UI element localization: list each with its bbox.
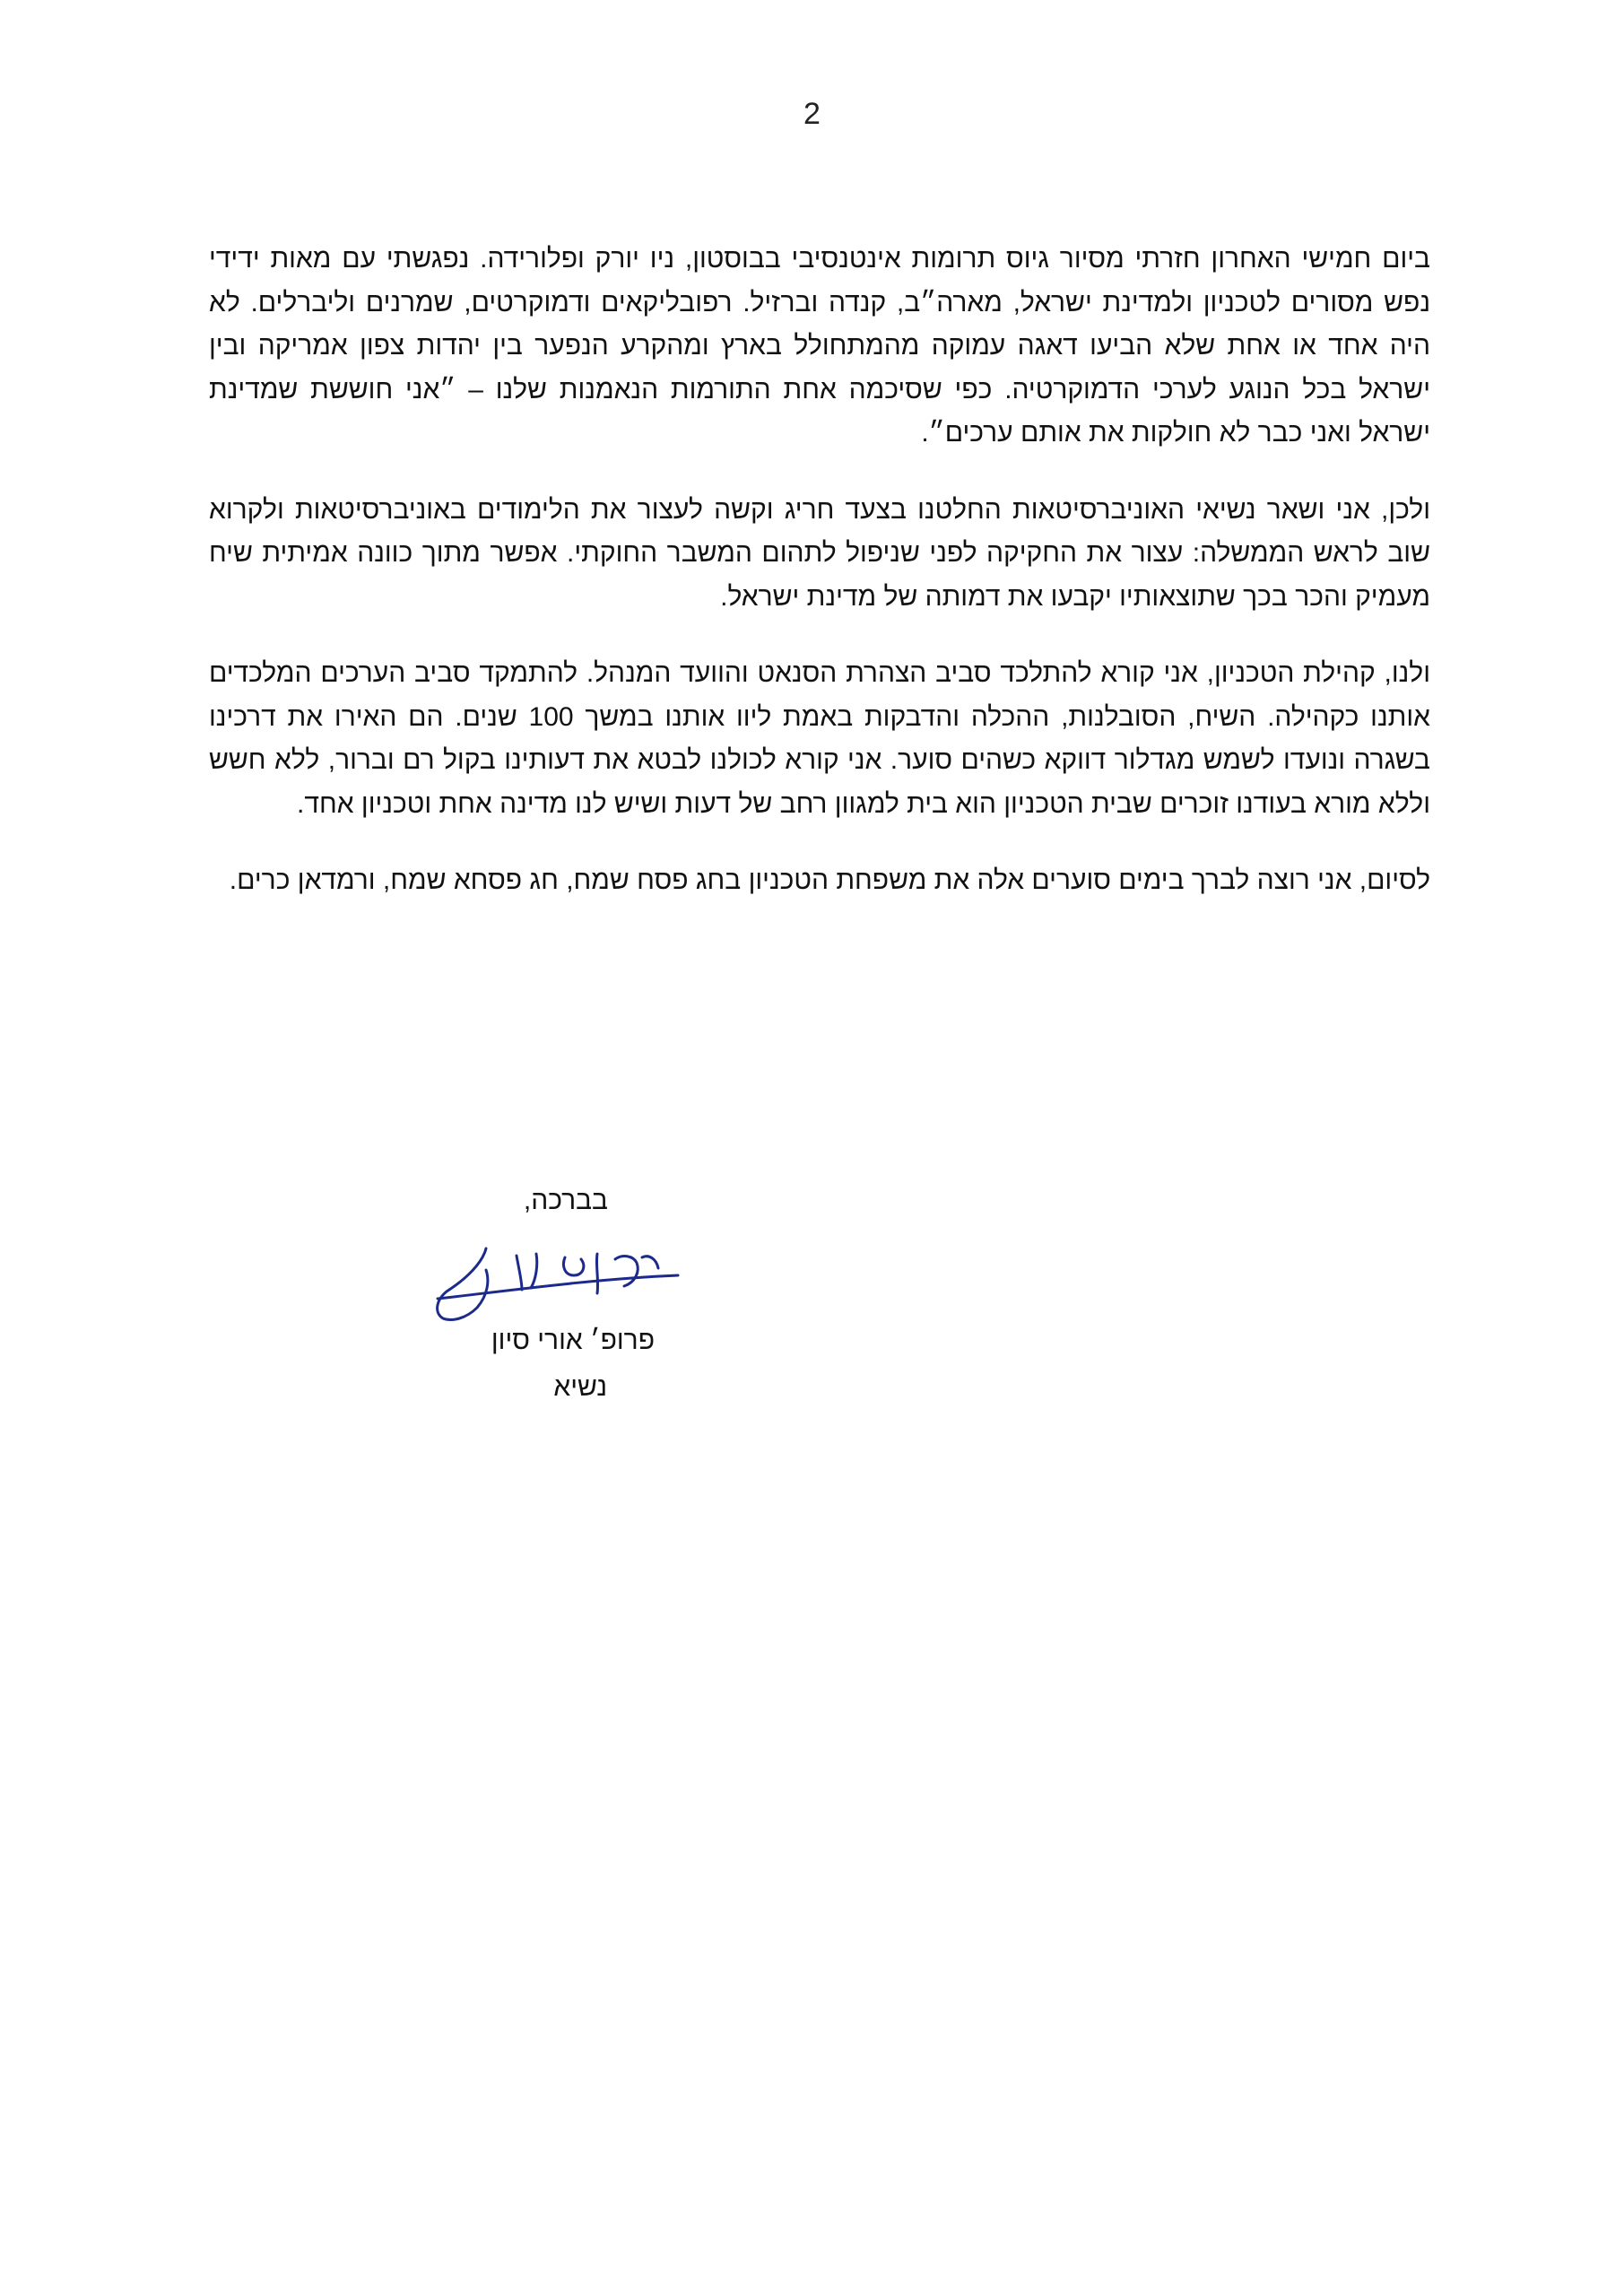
closing-salutation: בברכה, bbox=[523, 1186, 608, 1215]
signature-block bbox=[395, 1175, 664, 1444]
handwritten-signature bbox=[430, 1236, 682, 1326]
signer-name: פרופ׳ אורי סיון bbox=[491, 1326, 655, 1355]
signer-title: נשיא bbox=[553, 1372, 607, 1402]
page-number: 2 bbox=[803, 97, 821, 131]
paragraph-2: ולכן, אני ושאר נשיאי האוניברסיטאות החלטנו בצעד חריג וקשה לעצור את הלימודים באוניברסיטאות ולקרוא שוב לראש הממשלה: עצור את החקיקה לפני שניפול לתהום המשבר החוקתי. אפשר מתוך כוונה אמיתית שיח מעמיק והכר בכך שתוצאותיו יקבעו את דמותה של מדינת ישראל. bbox=[209, 494, 1430, 612]
paragraph-3: ולנו, קהילת הטכניון, אני קורא להתלכד סביב הצהרת הסנאט והוועד המנהל. להתמקד סביב הערכים המלכדים אותנו כקהילה. השיח, הסובלנות, ההכלה והדבקות באמת ליוו אותנו במשך 100 שנים. הם האירו את דרכינו בשגרה ונועדו לשמש מגדלור דווקא כשהים סוער. אני קורא לכולנו לבטא את דעותינו בקול רם וברור, ללא חשש וללא מורא בעודנו זוכרים שבית הטכניון הוא בית למגוון רחב של דעות ושיש לנו מדינה אחת וטכניון אחד. bbox=[209, 658, 1431, 819]
paragraph-1: ביום חמישי האחרון חזרתי מסיור גיוס תרומות אינטנסיבי בבוסטון, ניו יורק ופלורידה. נפגשתי עם מאות ידידי נפש מסורים לטכניון ולמדינת ישראל, מארה״ב, קנדה וברזיל. רפובליקאים ודמוקרטים, שמרנים וליברלים. לא היה אחד או אחת שלא הביעו דאגה עמוקה מהמתחולל בארץ ומהקרע הנפער בין יהדות צפון אמריקה ובין ישראל בכל הנוגע לערכי הדמוקרטיה. כפי שסיכמה אחת התורמות הנאמנות שלנו – ״אני חוששת שמדינת ישראל ואני כבר לא חולקות את אותם ערכים״. bbox=[209, 244, 1430, 448]
paragraph-4: לסיום, אני רוצה לברך בימים סוערים אלה את משפחת הטכניון בחג פסח שמח, חג פסחא שמח, ורמדאן כרים. bbox=[229, 865, 1430, 895]
letter-body bbox=[209, 238, 1430, 936]
